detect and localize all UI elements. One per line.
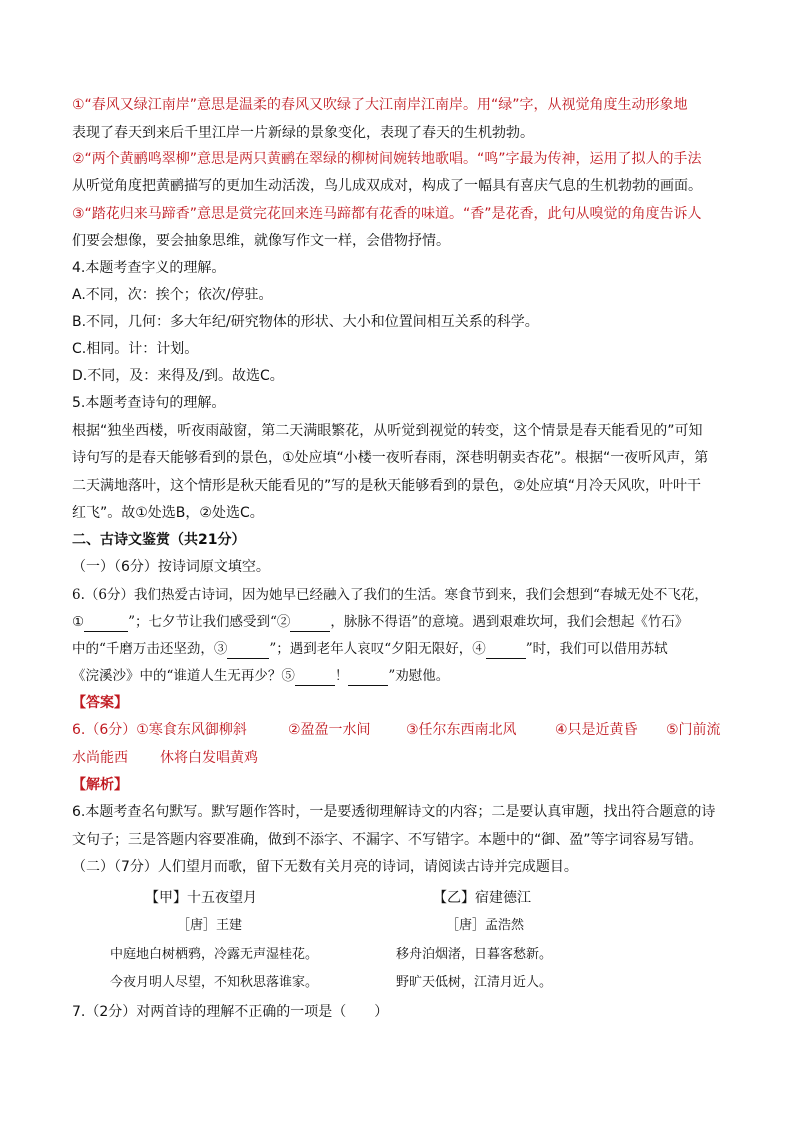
answer-item: ⑤门前流: [666, 722, 721, 738]
answer-blank[interactable]: [84, 613, 128, 632]
text-line: 4.本题考查字义的理解。: [72, 260, 226, 276]
answer-item: 休将白发唱黄鸡: [160, 750, 258, 766]
fill-label: ”时，我们可以借用苏轼: [525, 641, 668, 657]
text-line: 从听觉角度把黄鹂描写的更加生动活泼，鸟儿成双成对，构成了一幅具有喜庆气息的生机勃勃的画面。: [72, 178, 702, 194]
fill-label: ！: [334, 668, 349, 684]
answer-item: ③任尔东西南北风: [406, 722, 517, 738]
text-line: 们要会想像，要会抽象思维，就像写作文一样，会借物抒情。: [72, 233, 450, 249]
text-line: 红飞”。故①处选B，②处选C。: [72, 505, 264, 521]
question-text: [72, 613, 688, 632]
answer-item: 6.（6分）①寒食东风御柳斜: [72, 722, 247, 738]
text-line: B.不同，几何：多大年纪/研究物体的形状、大小和位置间相互关系的科学。: [72, 314, 539, 330]
poem-title: 【乙】宿建德江: [433, 890, 531, 906]
text-line: C.相同。计：计划。: [72, 341, 199, 357]
question-text: [72, 667, 449, 686]
question-text: 7.（2分）对两首诗的理解不正确的一项是（ ）: [72, 1004, 389, 1020]
poem-line: 移舟泊烟渚，日暮客愁新。: [396, 947, 553, 962]
answer-heading: 【答案】: [72, 695, 128, 711]
text-line: D.不同，及：来得及/到。故选C。: [72, 368, 284, 384]
fill-label: 《浣溪沙》中的“谁道人生无再少？⑤: [72, 668, 295, 684]
text-line: ②“两个黄鹂鸣翠柳”意思是两只黄鹂在翠绿的柳树间婉转地歌唱。“鸣”字最为传神，运用了拟人的手法: [72, 151, 702, 167]
text-line: 根据“独坐西楼，听夜雨敲窗，第二天满眼繁花，从听觉到视觉的转变，这个情景是春天能看见的”可知: [72, 423, 703, 439]
text-line: 文句子；三是答题内容要准确，做到不添字、不漏字、不写错字。本题中的“御、盈”等字词容易写错。: [72, 832, 703, 848]
answer-blank[interactable]: [486, 640, 526, 659]
text-line: ①“春风又绿江南岸”意思是温柔的春风又吹绿了大江南岸江南岸。用“绿”字，从视觉角度生动形象地: [72, 97, 688, 113]
subsection-heading: （一）（6分）按诗词原文填空。: [72, 559, 270, 575]
answer-blank[interactable]: [227, 640, 269, 659]
answer-item: ④只是近黄昏: [555, 722, 638, 738]
poem-author: ［唐］孟浩然: [446, 918, 525, 933]
text-line: 6.本题考查名句默写。默写题作答时，一是要透彻理解诗文的内容；二是要认真审题，找出符合题意的诗: [72, 804, 716, 820]
answer-blank[interactable]: [348, 667, 388, 686]
fill-label: 中的“千磨万击还坚劲，③: [72, 641, 228, 657]
text-line: 二天满地落叶，这个情形是秋天能看见的”写的是秋天能够看到的景色，②处应填“月冷天风吹，叶叶干: [72, 478, 702, 494]
question-text: [72, 640, 668, 659]
answer-blank[interactable]: [295, 667, 335, 686]
text-line: ③“踏花归来马蹄香”意思是赏完花回来连马蹄都有花香的味道。“香”是花香，此句从嗅觉的角度告诉人: [72, 206, 702, 222]
fill-label: ①: [72, 614, 85, 630]
poem-title: 【甲】十五夜望月: [145, 890, 257, 906]
question-text: 6.（6分）我们热爱古诗词，因为她早已经融入了我们的生活。寒食节到来，我们会想到“春城无处不飞花，: [72, 587, 708, 603]
fill-label: ”劝慰他。: [388, 668, 450, 684]
text-line: 诗句写的是春天能够看到的景色，①处应填“小楼一夜听春雨，深巷明朝卖杏花”。根据“一夜听风声，第: [72, 450, 709, 466]
answer-item: ②盈盈一水间: [288, 722, 371, 738]
answer-item: 水尚能西: [72, 750, 128, 766]
text-line: A.不同，次：挨个；依次/停驻。: [72, 287, 273, 303]
fill-label: ，脉脉不得语”的意境。遇到艰难坎坷，我们会想起《竹石》: [330, 614, 689, 630]
poem-line: 今夜月明人尽望，不知秋思落谁家。: [110, 975, 319, 990]
text-line: 5.本题考查诗句的理解。: [72, 395, 226, 411]
section-heading: 二、古诗文鉴赏（共21分）: [72, 532, 246, 548]
fill-label: ”；遇到老年人哀叹“夕阳无限好，④: [269, 641, 486, 657]
poem-line: 中庭地白树栖鸦，冷露无声湿桂花。: [110, 947, 319, 962]
answer-blank[interactable]: [290, 613, 330, 632]
subsection-heading: （二）（7分）人们望月而歌，留下无数有关月亮的诗词，请阅读古诗并完成题目。: [72, 859, 578, 875]
analysis-heading: 【解析】: [72, 777, 128, 793]
text-line: 表现了春天到来后千里江岸一片新绿的景象变化，表现了春天的生机勃勃。: [72, 125, 534, 141]
fill-label: ”；七夕节让我们感受到“②: [128, 614, 291, 630]
poem-line: 野旷天低树，江清月近人。: [396, 975, 553, 990]
poem-author: ［唐］王建: [177, 918, 243, 933]
